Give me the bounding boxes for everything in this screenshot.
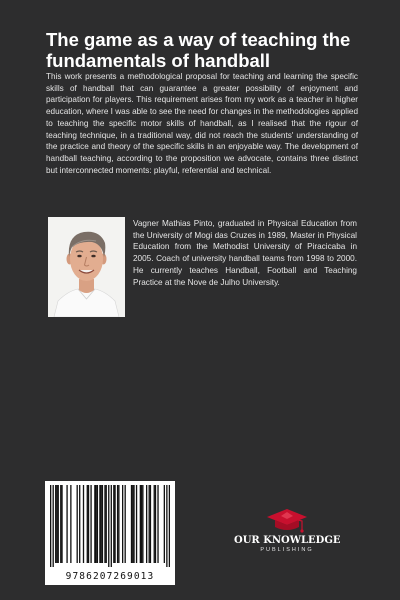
barcode-bar: [149, 485, 150, 563]
barcode-bar: [122, 485, 123, 563]
barcode-bar: [90, 485, 91, 563]
publisher-block: [234, 508, 340, 553]
barcode-bar: [164, 485, 165, 563]
barcode-bar: [88, 485, 89, 563]
publisher-name: OUR KNOWLEDGE: [234, 535, 341, 546]
barcode-bar: [50, 485, 51, 567]
barcode-bar: [132, 485, 133, 563]
barcode-bar: [61, 485, 62, 563]
barcode-bar: [66, 485, 67, 563]
barcode-bar: [154, 485, 155, 563]
barcode-bar: [83, 485, 84, 563]
barcode-bar: [79, 485, 80, 563]
barcode-bar: [111, 485, 112, 567]
barcode-bar: [131, 485, 132, 563]
barcode-bar: [55, 485, 56, 563]
barcode-bar: [140, 485, 141, 563]
barcode-bar: [142, 485, 143, 563]
barcode-bar: [58, 485, 59, 563]
barcode-bar: [169, 485, 170, 567]
book-title: The game as a way of teaching the fundamentals of handball: [46, 29, 351, 71]
barcode-bar: [141, 485, 142, 563]
barcode-bar: [77, 485, 78, 563]
barcode-bar: [99, 485, 100, 563]
barcode-bar: [118, 485, 119, 563]
barcode-bar: [104, 485, 105, 563]
barcode-bar: [56, 485, 57, 563]
barcode-bar: [136, 485, 137, 563]
barcode-bar: [95, 485, 96, 563]
barcode-bar: [117, 485, 118, 563]
barcode-bar: [125, 485, 126, 563]
barcode-bar: [114, 485, 115, 563]
barcode-bar: [155, 485, 156, 563]
isbn-number: 9786207269013: [65, 571, 155, 582]
barcode-bar: [60, 485, 61, 563]
author-photo: [48, 217, 125, 317]
barcode-bar: [97, 485, 98, 563]
author-portrait-icon: [48, 217, 125, 317]
barcode-bar: [166, 485, 167, 567]
barcode-bars: [50, 485, 170, 567]
author-bio: Vagner Mathias Pinto, graduated in Physical Education from the University of Mogi das Cruzes in 1989, Master in Physical Education from the Methodist University of Piracicaba in 2005. Coach of university handball teams from 1998 to 2000. He currently teaches Handball, Football and Teaching Practice at the Nove de Julho University.: [133, 219, 357, 287]
barcode-bar: [133, 485, 134, 563]
isbn-barcode: [45, 481, 175, 585]
barcode-bar: [108, 485, 109, 567]
publisher-subtitle: PUBLISHING: [260, 547, 314, 553]
barcode-bar: [150, 485, 151, 563]
barcode-bar: [106, 485, 107, 563]
barcode-bar: [53, 485, 54, 567]
graduation-cap-logo-icon: [266, 508, 308, 534]
barcode-bar: [113, 485, 114, 563]
barcode-bar: [102, 485, 103, 563]
barcode-bar: [101, 485, 102, 563]
barcode-bar: [157, 485, 158, 563]
barcode-bar: [94, 485, 95, 563]
book-abstract: This work presents a methodological proposal for teaching and learning the specific skills of handball that can guarantee a greater possibility of enjoyment and participation for players. This requirement arises from my work as a teacher in higher education, where I was able to see the need for changes in the methodologies applied to teaching the specific motor skills of handball, as I realised that the rigour of teaching technique, in a traditional way, did not reach the students' understanding of the practice and theory of the specific skills in an enjoyable way. The development of handball teaching, according to the proposition we advocate, contains three distinct but interconnected moments: playful, referential and technical.: [46, 72, 358, 175]
barcode-bar: [87, 485, 88, 563]
barcode-bar: [70, 485, 71, 563]
barcode-bar: [146, 485, 147, 563]
